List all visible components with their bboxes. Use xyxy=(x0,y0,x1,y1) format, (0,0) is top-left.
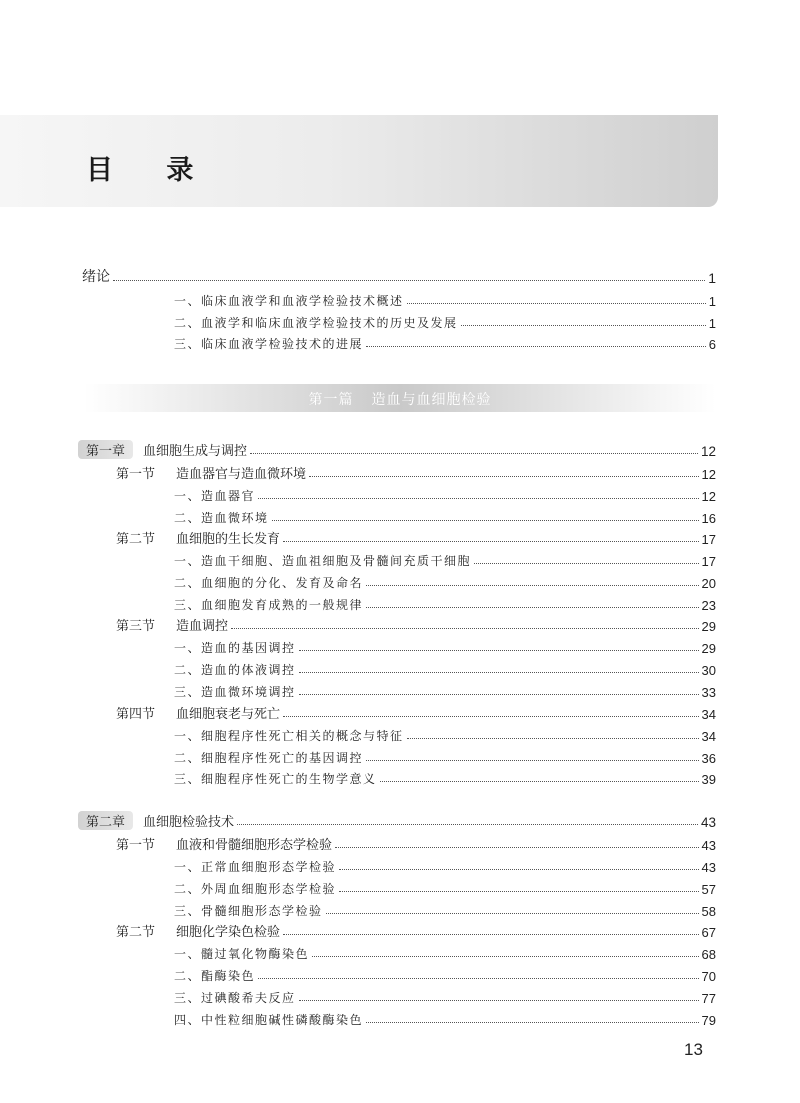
toc-item[interactable]: 四、中性粒细胞碱性磷酸酶染色 79 xyxy=(174,1013,716,1028)
toc-section[interactable]: 第三节 造血调控 29 xyxy=(116,619,716,634)
toc-item[interactable]: 一、造血干细胞、造血祖细胞及骨髓间充质干细胞 17 xyxy=(174,554,716,569)
page-title: 目 录 xyxy=(86,155,216,186)
toc-item[interactable]: 三、临床血液学检验技术的进展 6 xyxy=(174,337,716,352)
toc-item[interactable]: 三、细胞程序性死亡的生物学意义 39 xyxy=(174,772,716,787)
toc-entry-intro[interactable] xyxy=(82,266,716,286)
toc-item[interactable]: 一、临床血液学和血液学检验技术概述 1 xyxy=(174,294,716,309)
toc-item[interactable]: 一、造血器官 12 xyxy=(174,489,716,504)
toc-item[interactable]: 一、造血的基因调控 29 xyxy=(174,641,716,656)
toc-item[interactable]: 二、血液学和临床血液学检验技术的历史及发展 1 xyxy=(174,316,716,331)
toc-section[interactable]: 第一节 造血器官与造血微环境 12 xyxy=(116,467,716,482)
toc-item[interactable]: 三、骨髓细胞形态学检验 58 xyxy=(174,904,716,919)
toc-section[interactable]: 第二节 细胞化学染色检验 67 xyxy=(116,925,716,940)
toc-item[interactable]: 二、细胞程序性死亡的基因调控 36 xyxy=(174,751,716,766)
part-label: 第一篇 xyxy=(308,392,354,408)
chapter-label: 第二章 xyxy=(78,811,133,830)
toc-item[interactable]: 三、血细胞发育成熟的一般规律 23 xyxy=(174,598,716,613)
toc-item[interactable]: 二、血细胞的分化、发育及命名 20 xyxy=(174,576,716,591)
toc-item[interactable]: 二、造血的体液调控 30 xyxy=(174,663,716,678)
toc-section[interactable]: 第二节 血细胞的生长发育 17 xyxy=(116,532,716,547)
toc-item[interactable]: 一、细胞程序性死亡相关的概念与特征 34 xyxy=(174,729,716,744)
leader-dots xyxy=(113,280,705,281)
toc-chapter[interactable]: 第一章 血细胞生成与调控 12 xyxy=(78,439,716,459)
toc-item[interactable]: 三、造血微环境调控 33 xyxy=(174,685,716,700)
page-number: 13 xyxy=(684,1040,703,1059)
intro-page: 1 xyxy=(708,270,716,286)
chapter-title: 血细胞检验技术 xyxy=(143,815,235,830)
part-title: 造血与血细胞检验 xyxy=(371,392,492,408)
chapter-label: 第一章 xyxy=(78,440,133,459)
chapter-title: 血细胞生成与调控 xyxy=(143,444,248,459)
part-heading[interactable] xyxy=(84,389,716,409)
toc-item[interactable]: 二、外周血细胞形态学检验 57 xyxy=(174,882,716,897)
toc-item[interactable]: 二、造血微环境 16 xyxy=(174,511,716,526)
toc-item[interactable]: 一、髓过氧化物酶染色 68 xyxy=(174,947,716,962)
toc-item[interactable]: 一、正常血细胞形态学检验 43 xyxy=(174,860,716,875)
toc-section[interactable]: 第一节 血液和骨髓细胞形态学检验 43 xyxy=(116,838,716,853)
toc-item[interactable]: 二、酯酶染色 70 xyxy=(174,969,716,984)
intro-label: 绪论 xyxy=(82,269,110,285)
toc-section[interactable]: 第四节 血细胞衰老与死亡 34 xyxy=(116,707,716,722)
toc-item[interactable]: 三、过碘酸希夫反应 77 xyxy=(174,991,716,1006)
toc-chapter[interactable]: 第二章 血细胞检验技术 43 xyxy=(78,810,716,830)
